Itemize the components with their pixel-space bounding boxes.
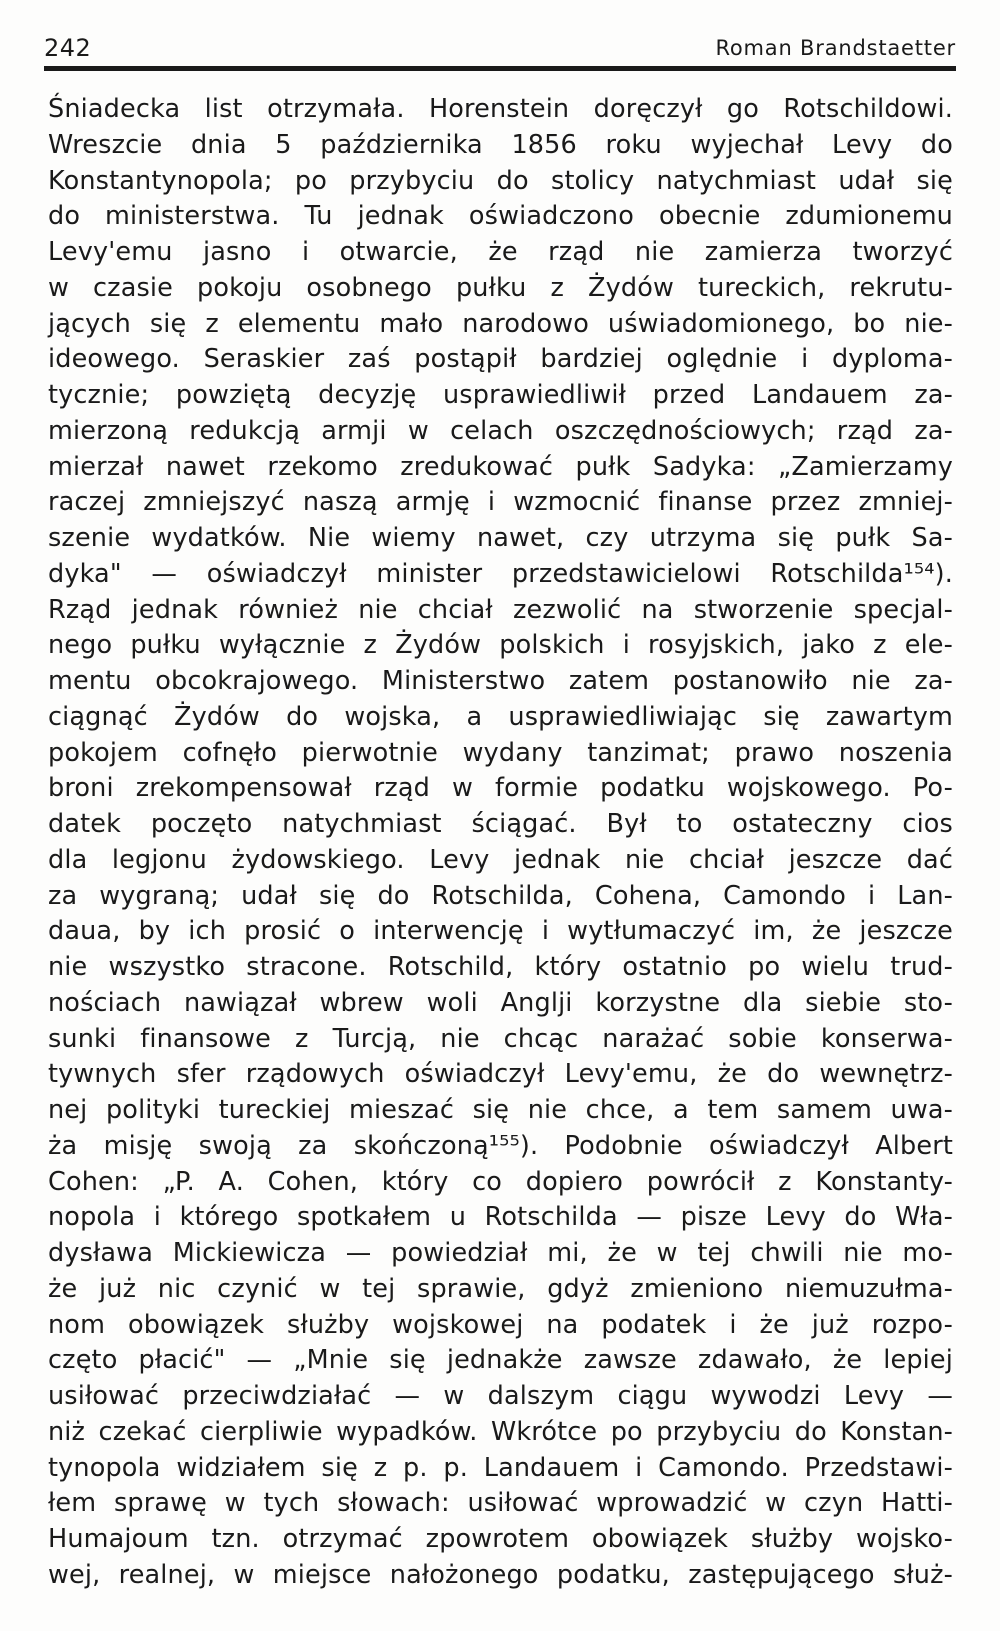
text-line: Humajoum tzn. otrzymać zpowrotem obowiązek służby wojsko- [48, 1524, 953, 1554]
text-line: dyka" — oświadczył minister przedstawicielowi Rotschilda¹⁵⁴). [48, 558, 953, 589]
text-line: nom obowiązek służby wojskowej na podatek i że już rozpo- [48, 1309, 953, 1340]
text-line: raczej zmniejszyć naszą armję i wzmocnić finanse przez zmniej- [48, 487, 953, 518]
text-line: ideowego. Seraskier zaś postąpił bardziej oględnie i dyploma- [48, 344, 953, 375]
text-line: Śniadecka list otrzymała. Horenstein doręczył go Rotschildowi. [48, 94, 953, 124]
text-line: sunki finansowe z Turcją, nie chcąc narażać sobie konserwa- [48, 1023, 953, 1054]
text-line: mierzoną redukcją armji w celach oszczędnościowych; rząd za- [48, 415, 953, 446]
running-title: Roman Brandstaetter [715, 36, 956, 60]
text-line: Cohen: „P. A. Cohen, który co dopiero powrócił z Konstanty- [48, 1166, 953, 1197]
text-line: nego pułku wyłącznie z Żydów polskich i rosyjskich, jako z ele- [48, 630, 953, 661]
text-line: mentu obcokrajowego. Ministerstwo zatem postanowiło nie za- [48, 666, 953, 696]
text-line: usiłować przeciwdziałać — w dalszym ciągu wywodzi Levy — [48, 1381, 953, 1411]
text-line: niż czekać cierpliwie wypadków. Wkrótce po przybyciu do Konstan- [48, 1416, 953, 1447]
body-text [48, 92, 953, 1594]
text-line: nie wszystko stracone. Rotschild, który ostatnio po wielu trud- [48, 952, 953, 982]
text-line: Levy'emu jasno i otwarcie, że rząd nie zamierza tworzyć [48, 237, 953, 267]
text-line: łem sprawę w tych słowach: usiłować wprowadzić w czyn Hatti- [48, 1488, 953, 1519]
text-line: tycznie; powziętą decyzję usprawiedliwił przed Landauem za- [48, 380, 953, 410]
text-line: częto płacić" — „Mnie się jednakże zawsze zdawało, że lepiej [48, 1345, 953, 1376]
text-line: Rząd jednak również nie chciał zezwolić na stworzenie specjal- [48, 594, 953, 625]
text-line: jących się z elementu mało narodowo uświadomionego, bo nie- [48, 308, 953, 339]
header-rule [44, 66, 956, 71]
text-line: Konstantynopola; po przybyciu do stolicy natychmiast udał się [48, 165, 953, 196]
text-line: tywnych sfer rządowych oświadczył Levy'emu, że do wewnętrz- [48, 1059, 953, 1090]
text-line: mierzał nawet rzekomo zredukować pułk Sadyka: „Zamierzamy [48, 451, 953, 482]
page-number: 242 [44, 34, 92, 62]
text-line: Wreszcie dnia 5 października 1856 roku wyjechał Levy do [48, 129, 953, 160]
text-line: dysława Mickiewicza — powiedział mi, że w tej chwili nie mo- [48, 1238, 953, 1268]
text-line: tynopola widziałem się z p. p. Landauem i Camondo. Przedstawi- [48, 1452, 953, 1483]
running-head [44, 30, 956, 66]
text-line: nopola i którego spotkałem u Rotschilda — pisze Levy do Wła- [48, 1202, 953, 1233]
text-line: pokojem cofnęło pierwotnie wydany tanzimat; prawo noszenia [48, 737, 953, 768]
text-line: za wygraną; udał się do Rotschilda, Cohena, Camondo i Lan- [48, 880, 953, 911]
text-line: że już nic czynić w tej sprawie, gdyż zmieniono niemuzułma- [48, 1273, 953, 1304]
text-line: wej, realnej, w miejsce nałożonego podatku, zastępującego służ- [48, 1559, 953, 1590]
text-line: nościach nawiązał wbrew woli Anglji korzystne dla siebie sto- [48, 987, 953, 1018]
text-line: do ministerstwa. Tu jednak oświadczono obecnie zdumionemu [48, 201, 953, 232]
text-line: datek poczęto natychmiast ściągać. Był to ostateczny cios [48, 809, 953, 839]
text-line: nej polityki tureckiej mieszać się nie chce, a tem samem uwa- [48, 1095, 953, 1125]
text-line: dla legjonu żydowskiego. Levy jednak nie chciał jeszcze dać [48, 844, 953, 875]
text-line: ża misję swoją za skończoną¹⁵⁵). Podobnie oświadczył Albert [48, 1130, 953, 1161]
text-line: w czasie pokoju osobnego pułku z Żydów tureckich, rekrutu- [48, 272, 953, 303]
text-line: szenie wydatków. Nie wiemy nawet, czy utrzyma się pułk Sa- [48, 523, 953, 553]
text-line: broni zrekompensował rząd w formie podatku wojskowego. Po- [48, 773, 953, 804]
text-line: daua, by ich prosić o interwencję i wytłumaczyć im, że jeszcze [48, 916, 953, 947]
text-line: ciągnąć Żydów do wojska, a usprawiedliwiając się zawartym [48, 701, 953, 732]
